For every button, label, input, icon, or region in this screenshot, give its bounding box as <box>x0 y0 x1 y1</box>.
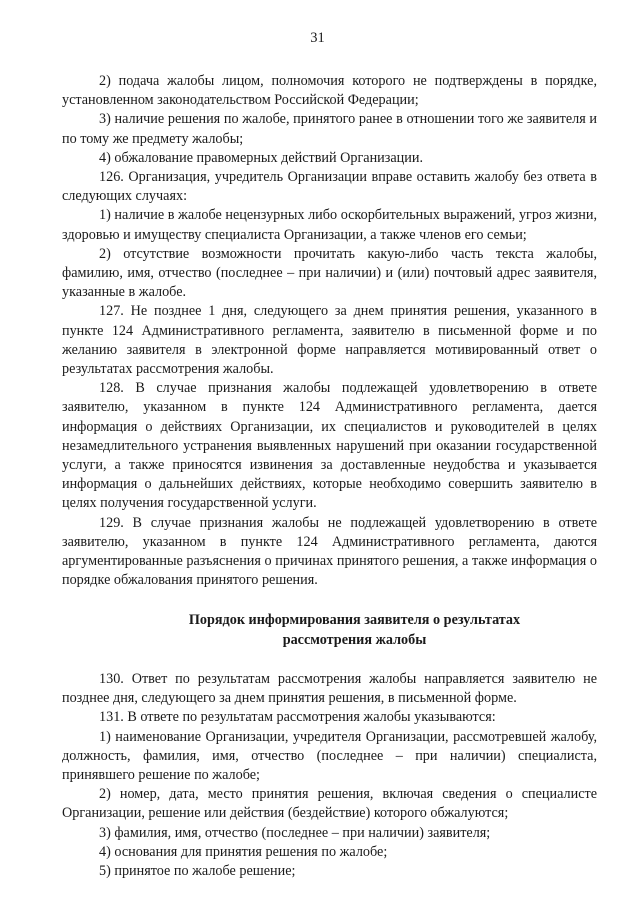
paragraph-item-4-grounds: 4) обжалование правомерных действий Организации. <box>99 149 424 166</box>
paragraph-131-item-3: 3) фамилия, имя, отчество (последнее – при наличии) заявителя; <box>99 824 491 841</box>
paragraph-131-item-1: 1) наименование Организации, учредителя Организации, рассмотревшей жалобу, должность, фамилия, имя, отчество (последнее – при наличии) специалиста, принявшего решение по жалобе; <box>62 728 597 783</box>
document-body <box>62 72 597 881</box>
page-number: 31 <box>310 30 325 46</box>
paragraph-item-3-grounds: 3) наличие решения по жалобе, принятого ранее в отношении того же заявителя и по тому же предмету жалобы; <box>62 111 597 147</box>
paragraph-126-item-2: 2) отсутствие возможности прочитать какую-либо часть текста жалобы, фамилию, имя, отчество (последнее – при наличии) и (или) почтовый адрес заявителя, указанные в жалобе. <box>62 245 597 301</box>
section-heading-line-2: рассмотрения жалобы <box>282 631 427 648</box>
paragraph-126: 126. Организация, учредитель Организации вправе оставить жалобу без ответа в следующих случаях: <box>62 169 597 205</box>
paragraph-item-2-grounds: 2) подача жалобы лицом, полномочия которого не подтверждены в порядке, установленном законодательством Российской Федерации; <box>62 73 597 109</box>
paragraph-130: 130. Ответ по результатам рассмотрения жалобы направляется заявителю не позднее дня, следующего за днем принятия решения, в письменной форме. <box>62 670 597 707</box>
section-heading-line-1: Порядок информирования заявителя о результатах <box>188 612 521 629</box>
paragraph-128: 128. В случае признания жалобы подлежащей удовлетворению в ответе заявителю, указанном в пункте 124 Административного регламента, дается информация о действиях Организации, их специалистов и руководителей в целях незамедлительного устранения выявленных нарушений при оказании государственной услуги, а также приносятся извинения за доставленные неудобства и указывается информация о дальнейших действиях, которые необходимо совершить заявителю в целях получения государственной услуги. <box>62 380 597 512</box>
section-heading <box>62 611 597 649</box>
paragraph-126-item-1: 1) наличие в жалобе нецензурных либо оскорбительных выражений, угроз жизни, здоровью и имуществу специалиста Организации, а также членов его семьи; <box>62 207 597 243</box>
paragraph-131-item-5: 5) принятое по жалобе решение; <box>99 862 296 879</box>
paragraph-131-item-4: 4) основания для принятия решения по жалобе; <box>99 843 388 860</box>
paragraph-129: 129. В случае признания жалобы не подлежащей удовлетворению в ответе заявителю, указанном в пункте 124 Административного регламента, даются аргументированные разъяснения о причинах принятого решения, а также информация о порядке обжалования принятого решения. <box>62 514 597 589</box>
paragraph-131: 131. В ответе по результатам рассмотрения жалобы указываются: <box>99 709 496 726</box>
paragraph-131-item-2: 2) номер, дата, место принятия решения, включая сведения о специалисте Организации, решение или действия (бездействие) которого обжалуются; <box>62 786 597 822</box>
paragraph-127: 127. Не позднее 1 дня, следующего за днем принятия решения, указанного в пункте 124 Административного регламента, заявителю в письменной форме и по желанию заявителя в электронной форме направляется мотивированный ответ о результатах рассмотрения жалобы. <box>62 303 597 378</box>
